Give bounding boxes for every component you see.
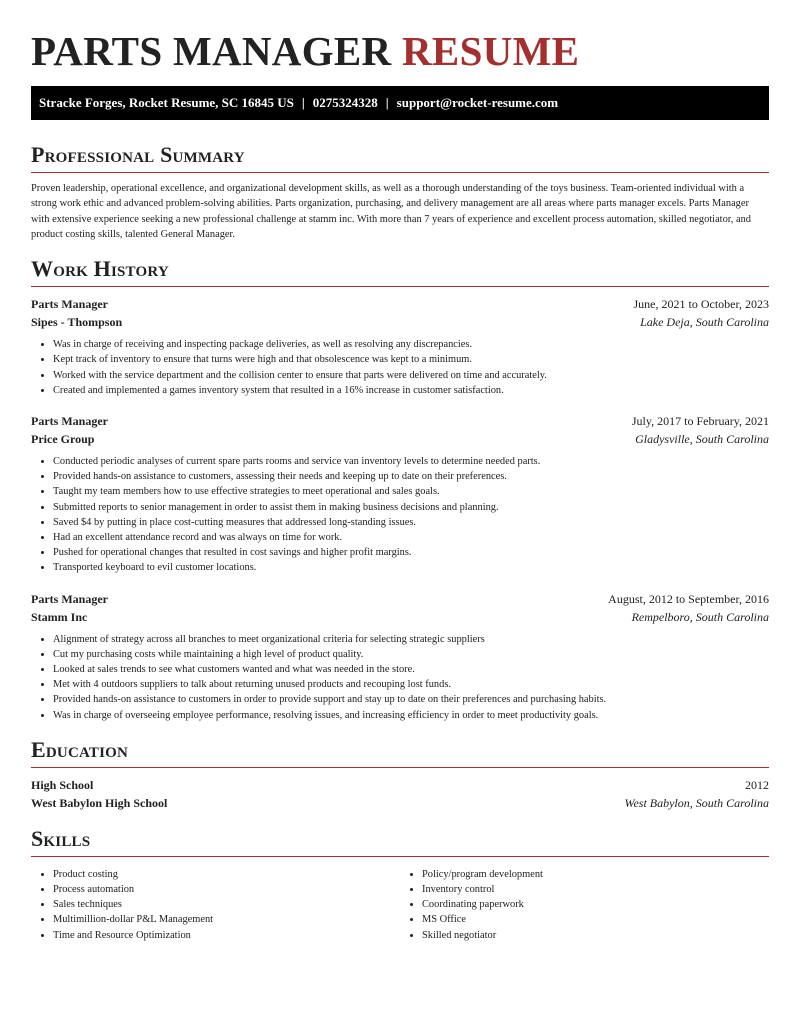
job-title: Parts Manager <box>31 414 108 428</box>
job-bullets <box>31 632 769 723</box>
education-heading: Education <box>31 736 129 762</box>
education-school: West Babylon High School <box>31 795 168 810</box>
job-company: Stamm Inc <box>31 609 88 624</box>
resume-title <box>31 28 769 74</box>
skill-item: • Product costing <box>53 867 400 882</box>
skills-list <box>31 865 769 943</box>
job-entry <box>31 590 769 723</box>
contact-separator: | <box>301 95 305 110</box>
job-bullet: • Was in charge of overseeing employee performance, resolving issues, and increasing efficiency in order to meet productivity goals. <box>53 708 769 723</box>
job-bullet: • Was in charge of receiving and inspecting package deliveries, as well as resolving any discrepancies. <box>53 337 769 352</box>
job-entry <box>31 295 769 398</box>
contact-bar <box>31 86 769 120</box>
job-dates: August, 2012 to September, 2016 <box>608 591 769 606</box>
job-dates: June, 2021 to October, 2023 <box>633 297 769 312</box>
job-company: Price Group <box>31 432 95 446</box>
skills-heading: Skills <box>31 825 91 851</box>
job-bullet: • Created and implemented a games inventory system that resulted in a 16% increase in customer satisfaction. <box>53 383 769 398</box>
job-bullets <box>31 454 769 576</box>
job-company: Sipes - Thompson <box>31 315 123 330</box>
resume-page <box>31 0 769 943</box>
contact-phone: 0275324328 <box>312 95 378 110</box>
work-history-heading: Work History <box>31 256 169 282</box>
skills-column-left <box>31 867 400 943</box>
job-bullet: • Submitted reports to senior management in order to assist them in making business decisions and planning. <box>53 500 769 515</box>
title-accent: RESUME <box>402 28 580 74</box>
job-bullets <box>31 337 769 398</box>
summary-text: Proven leadership, operational excellence, and organizational development skills, as well as a thorough understanding of the toys business. Team-oriented individual with a strong work ethic and advanced problem-solving abilities. Parts organization, purchasing, and delivery management are all areas where parts manager excels. Parts Manager with extensive experience seeking a new professional challenge at stamm inc. With more than 7 years of experience and excellent process automation, skilled negotiator, and product costing skills, talented General Manager. <box>31 183 752 240</box>
job-title: Parts Manager <box>31 297 108 312</box>
job-dates: July, 2017 to February, 2021 <box>631 414 769 428</box>
section-divider <box>31 172 769 173</box>
skill-item: • Process automation <box>53 882 400 897</box>
contact-email: support@rocket-resume.com <box>396 95 559 110</box>
job-bullet: • Saved $4 by putting in place cost-cutting measures that addressed long-standing issues. <box>53 515 769 530</box>
skill-item: • Coordinating paperwork <box>422 897 769 912</box>
section-divider <box>31 767 769 768</box>
skill-item: • Sales techniques <box>53 897 400 912</box>
contact-address: Stracke Forges, Rocket Resume, SC 16845 US <box>39 95 294 110</box>
job-title: Parts Manager <box>31 591 108 606</box>
job-bullet: • Cut my purchasing costs while maintaining a high level of product quality. <box>53 647 769 662</box>
job-bullet: • Alignment of strategy across all branches to meet organizational criteria for selecting strategic suppliers <box>53 632 769 647</box>
skills-column-right <box>400 867 769 943</box>
education-location: West Babylon, South Carolina <box>624 795 769 810</box>
job-bullet: • Provided hands-on assistance to customers, assessing their needs and keeping up to date on their preferences. <box>53 469 769 484</box>
education-year: 2012 <box>745 777 769 792</box>
skill-item: • Skilled negotiator <box>422 928 769 943</box>
job-bullet: • Had an excellent attendance record and was always on time for work. <box>53 530 769 545</box>
job-bullet: • Met with 4 outdoors suppliers to talk about returning unused products and recouping lost funds. <box>53 677 769 692</box>
job-bullet: • Conducted periodic analyses of current spare parts rooms and service van inventory levels to determine needed parts. <box>53 454 769 469</box>
skill-item: • Inventory control <box>422 882 769 897</box>
skill-item: • Policy/program development <box>422 867 769 882</box>
job-bullet: • Pushed for operational changes that resulted in cost savings and higher profit margins. <box>53 545 769 560</box>
section-divider <box>31 856 769 857</box>
job-bullet: • Kept track of inventory to ensure that turns were high and that obsolescence was kept to a minimum. <box>53 352 769 367</box>
skill-item: • Time and Resource Optimization <box>53 928 400 943</box>
job-bullet: • Provided hands-on assistance to customers in order to provide support and stay up to date on their preferences and purchasing habits. <box>53 692 769 707</box>
job-bullet: • Taught my team members how to use effective strategies to meet operational and sales goals. <box>53 484 769 499</box>
title-main: PARTS MANAGER <box>31 28 392 74</box>
summary-heading: Professional Summary <box>31 142 245 167</box>
skill-item: • MS Office <box>422 912 769 927</box>
job-location: Lake Deja, South Carolina <box>640 315 769 330</box>
education-degree: High School <box>31 777 94 792</box>
job-bullet: • Looked at sales trends to see what customers wanted and what was needed in the store. <box>53 662 769 677</box>
job-location: Rempelboro, South Carolina <box>631 609 769 624</box>
job-bullet: • Worked with the service department and the collision center to ensure that parts were delivered on time and accurately. <box>53 368 769 383</box>
skill-item: • Multimillion-dollar P&L Management <box>53 912 400 927</box>
job-bullet: • Transported keyboard to evil customer locations. <box>53 560 769 575</box>
job-entry <box>31 412 769 576</box>
job-location: Gladysville, South Carolina <box>635 432 769 446</box>
contact-separator: | <box>385 95 389 110</box>
section-divider <box>31 286 769 287</box>
